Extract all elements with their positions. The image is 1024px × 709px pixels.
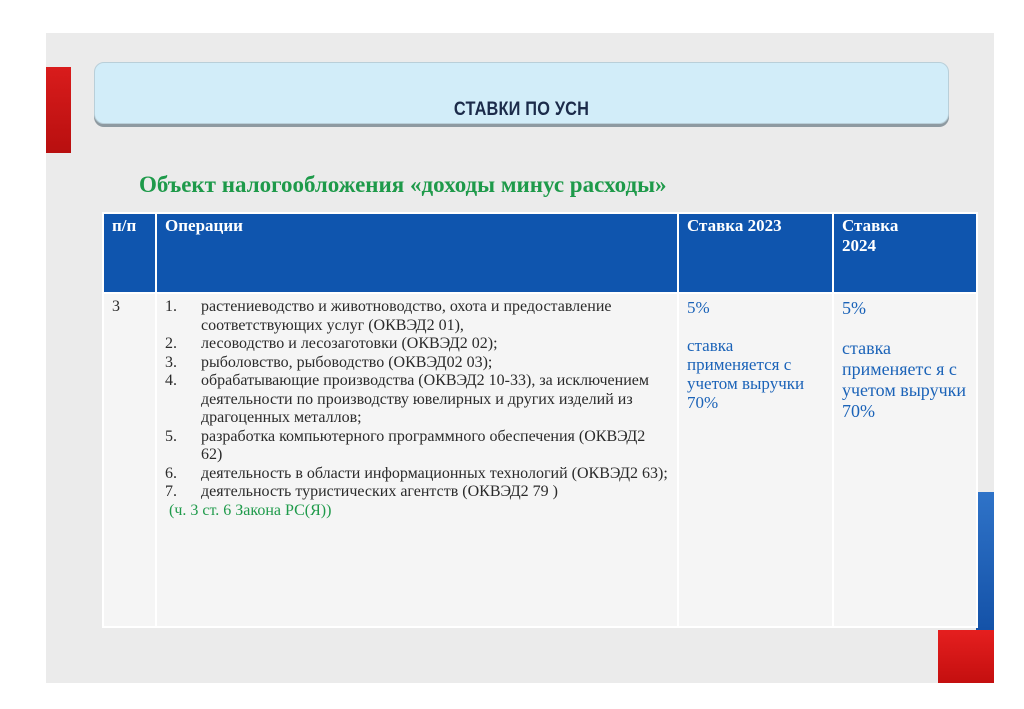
list-item (165, 354, 669, 373)
blue-accent-right (976, 492, 994, 630)
item-text: рыболовство, рыбоводство (ОКВЭД02 03); (201, 353, 493, 371)
item-number: 7. (165, 483, 177, 500)
header-operations: Операции (156, 213, 678, 293)
operations-cell (156, 293, 678, 627)
rate-2024-cell (833, 293, 977, 627)
header-rate-2024: Ставка 2024 (833, 213, 977, 293)
item-number: 3. (165, 353, 177, 371)
item-text: обрабатывающие производства (ОКВЭД2 10-33), за исключением деятельности по производству ювелирных и других изделий из драгоценных металлов; (201, 372, 650, 426)
list-item (165, 298, 669, 335)
item-text: растениеводство и животноводство, охота и предоставление соответствующих услуг (ОКВЭД2 01), (201, 298, 612, 334)
item-number: 1. (165, 298, 177, 315)
rate-2023-cell (678, 293, 833, 627)
row-num: 3 (103, 293, 156, 627)
item-text: разработка компьютерного программного обеспечения (ОКВЭД2 62) (201, 427, 646, 463)
header-rate-2023: Ставка 2023 (678, 213, 833, 293)
item-number: 5. (165, 427, 177, 445)
red-accent-right (938, 630, 994, 683)
item-text: лесоводство и лесозаготовки (ОКВЭД2 02); (201, 335, 498, 352)
item-text: деятельность туристических агентств (ОКВЭД2 79 ) (201, 483, 558, 500)
subtitle: Объект налогообложения «доходы минус расходы» (139, 172, 667, 197)
item-number: 2. (165, 335, 177, 352)
table-row (103, 293, 977, 627)
list-item (165, 335, 669, 354)
table-header-row (103, 213, 977, 293)
list-item (165, 483, 669, 502)
page-title: СТАВКИ ПО УСН (453, 99, 590, 120)
header-num: п/п (103, 213, 156, 293)
rate-2023-note: ставка применяется с учетом выручки 70% (687, 336, 805, 412)
list-item (165, 372, 669, 428)
rate-2024-note: ставка применяетс я с учетом выручки 70% (842, 338, 967, 421)
title-banner (94, 62, 949, 124)
item-number: 4. (165, 372, 177, 389)
red-accent-left (46, 67, 71, 153)
law-reference: (ч. 3 ст. 6 Закона РС(Я)) (169, 501, 332, 519)
list-item (165, 428, 669, 465)
operations-list (165, 298, 669, 502)
item-text: деятельность в области информационных технологий (ОКВЭД2 63); (201, 464, 668, 482)
rate-2024-value: 5% (842, 298, 866, 318)
item-number: 6. (165, 464, 177, 482)
list-item (165, 465, 669, 484)
rate-2023-value: 5% (687, 298, 710, 317)
rates-table (102, 212, 978, 628)
